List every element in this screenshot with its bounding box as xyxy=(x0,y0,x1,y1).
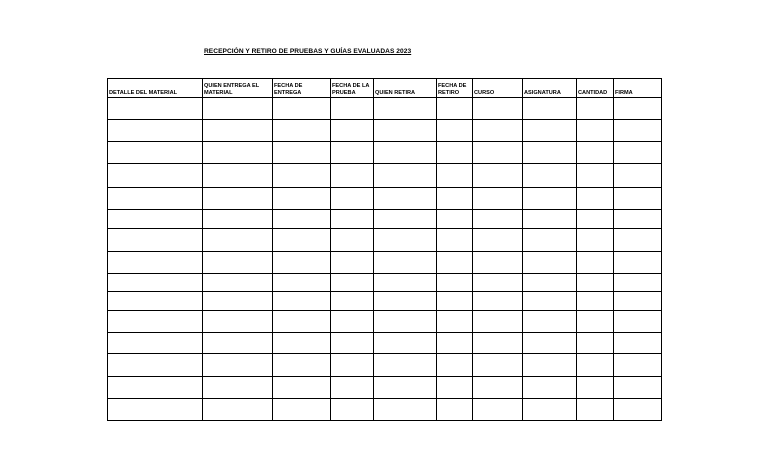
table-cell xyxy=(473,274,523,292)
table-cell xyxy=(108,164,203,188)
column-header: ASIGNATURA xyxy=(523,79,577,98)
table-cell xyxy=(523,142,577,164)
table-cell xyxy=(577,311,614,333)
table-cell xyxy=(108,252,203,274)
table-cell xyxy=(273,333,331,354)
table-cell xyxy=(473,210,523,229)
table-cell xyxy=(577,229,614,252)
table-cell xyxy=(577,98,614,120)
table-cell xyxy=(437,354,473,377)
table-cell xyxy=(577,333,614,354)
table-cell xyxy=(374,333,437,354)
table-cell xyxy=(273,274,331,292)
table-row xyxy=(108,354,662,377)
table-cell xyxy=(203,252,273,274)
table-cell xyxy=(331,333,374,354)
table-cell xyxy=(473,377,523,399)
table-cell xyxy=(331,98,374,120)
table-cell xyxy=(108,333,203,354)
table-cell xyxy=(331,274,374,292)
table-body xyxy=(108,98,662,421)
table-cell xyxy=(273,311,331,333)
table-cell xyxy=(437,252,473,274)
table-cell xyxy=(437,292,473,311)
table-cell xyxy=(374,120,437,142)
table-row xyxy=(108,333,662,354)
table-cell xyxy=(374,292,437,311)
table-cell xyxy=(273,120,331,142)
table-cell xyxy=(203,311,273,333)
table-cell xyxy=(374,142,437,164)
table-cell xyxy=(108,142,203,164)
table-cell xyxy=(108,354,203,377)
table-cell xyxy=(437,274,473,292)
table-cell xyxy=(273,377,331,399)
table-cell xyxy=(614,188,662,210)
table-cell xyxy=(614,274,662,292)
table-cell xyxy=(473,354,523,377)
table-row xyxy=(108,377,662,399)
column-header: DETALLE DEL MATERIAL xyxy=(108,79,203,98)
table-cell xyxy=(577,354,614,377)
column-header: FECHA DE LA PRUEBA xyxy=(331,79,374,98)
table-cell xyxy=(108,188,203,210)
table-row xyxy=(108,142,662,164)
table-cell xyxy=(614,252,662,274)
table-cell xyxy=(203,164,273,188)
table-cell xyxy=(203,120,273,142)
table-cell xyxy=(577,292,614,311)
table-cell xyxy=(577,164,614,188)
table-cell xyxy=(374,210,437,229)
table-cell xyxy=(577,274,614,292)
table-cell xyxy=(203,399,273,421)
table-cell xyxy=(437,377,473,399)
table-cell xyxy=(473,229,523,252)
table-cell xyxy=(273,188,331,210)
table-cell xyxy=(273,229,331,252)
table-cell xyxy=(577,142,614,164)
table-cell xyxy=(523,229,577,252)
table-cell xyxy=(437,333,473,354)
table-row xyxy=(108,311,662,333)
table-row xyxy=(108,210,662,229)
table-cell xyxy=(273,210,331,229)
table-cell xyxy=(437,98,473,120)
column-header: QUIEN ENTREGA EL MATERIAL xyxy=(203,79,273,98)
table-cell xyxy=(614,354,662,377)
table-cell xyxy=(273,292,331,311)
table-cell xyxy=(331,210,374,229)
table-row xyxy=(108,120,662,142)
table-row xyxy=(108,274,662,292)
table-cell xyxy=(331,142,374,164)
table-cell xyxy=(473,142,523,164)
table-cell xyxy=(523,274,577,292)
table-cell xyxy=(374,164,437,188)
table-cell xyxy=(273,164,331,188)
table-cell xyxy=(614,164,662,188)
table-cell xyxy=(331,399,374,421)
table-cell xyxy=(331,188,374,210)
table-cell xyxy=(374,98,437,120)
table-cell xyxy=(614,142,662,164)
table-cell xyxy=(374,252,437,274)
table-header-row xyxy=(108,79,662,98)
table-cell xyxy=(437,210,473,229)
table-cell xyxy=(331,229,374,252)
table-cell xyxy=(108,274,203,292)
table-cell xyxy=(614,120,662,142)
table-cell xyxy=(614,292,662,311)
table-cell xyxy=(203,292,273,311)
table-cell xyxy=(203,98,273,120)
column-header: FECHA DE ENTREGA xyxy=(273,79,331,98)
table-cell xyxy=(473,399,523,421)
table-cell xyxy=(108,311,203,333)
table-cell xyxy=(473,311,523,333)
table-cell xyxy=(523,120,577,142)
table-row xyxy=(108,98,662,120)
document-title: RECEPCIÓN Y RETIRO DE PRUEBAS Y GUÍAS EVALUADAS 2023 xyxy=(204,48,412,55)
table-cell xyxy=(374,188,437,210)
table-cell xyxy=(331,120,374,142)
table-cell xyxy=(473,252,523,274)
table-cell xyxy=(374,311,437,333)
table-cell xyxy=(203,142,273,164)
table-cell xyxy=(273,399,331,421)
table-cell xyxy=(577,120,614,142)
table-cell xyxy=(577,188,614,210)
table-cell xyxy=(577,252,614,274)
column-header: QUIEN RETIRA xyxy=(374,79,437,98)
table-cell xyxy=(614,311,662,333)
table-cell xyxy=(523,252,577,274)
table-cell xyxy=(523,210,577,229)
table-cell xyxy=(203,333,273,354)
table-cell xyxy=(203,229,273,252)
table-cell xyxy=(437,142,473,164)
table-cell xyxy=(473,164,523,188)
table-cell xyxy=(374,399,437,421)
table-cell xyxy=(331,354,374,377)
table-cell xyxy=(108,229,203,252)
column-header: FIRMA xyxy=(614,79,662,98)
table-cell xyxy=(437,399,473,421)
table-cell xyxy=(473,188,523,210)
table-cell xyxy=(473,98,523,120)
table-cell xyxy=(437,120,473,142)
table-cell xyxy=(108,377,203,399)
table-cell xyxy=(614,210,662,229)
table-cell xyxy=(374,274,437,292)
table-cell xyxy=(577,399,614,421)
table-cell xyxy=(523,377,577,399)
table-cell xyxy=(437,164,473,188)
table-cell xyxy=(108,399,203,421)
column-header: CURSO xyxy=(473,79,523,98)
table-cell xyxy=(273,354,331,377)
table-cell xyxy=(374,354,437,377)
table-cell xyxy=(374,229,437,252)
table-cell xyxy=(523,292,577,311)
table-cell xyxy=(614,333,662,354)
table-cell xyxy=(614,377,662,399)
table-cell xyxy=(523,354,577,377)
table-cell xyxy=(437,188,473,210)
table-cell xyxy=(523,164,577,188)
table-row xyxy=(108,292,662,311)
table-cell xyxy=(437,229,473,252)
table-row xyxy=(108,188,662,210)
table-row xyxy=(108,229,662,252)
table-cell xyxy=(374,377,437,399)
table-cell xyxy=(203,274,273,292)
table-cell xyxy=(203,210,273,229)
table-cell xyxy=(437,311,473,333)
table-cell xyxy=(473,120,523,142)
table-cell xyxy=(523,188,577,210)
table-cell xyxy=(108,98,203,120)
table-cell xyxy=(331,311,374,333)
table-cell xyxy=(108,210,203,229)
registration-table xyxy=(107,78,662,421)
table-cell xyxy=(273,252,331,274)
table-row xyxy=(108,252,662,274)
table-cell xyxy=(614,399,662,421)
table-cell xyxy=(523,98,577,120)
column-header: FECHA DE RETIRO xyxy=(437,79,473,98)
table-cell xyxy=(577,210,614,229)
table-cell xyxy=(273,142,331,164)
table-cell xyxy=(108,292,203,311)
table-cell xyxy=(108,120,203,142)
table-cell xyxy=(473,292,523,311)
table-cell xyxy=(331,164,374,188)
table-cell xyxy=(614,98,662,120)
table-row xyxy=(108,164,662,188)
table-cell xyxy=(577,377,614,399)
table-row xyxy=(108,399,662,421)
table-cell xyxy=(523,333,577,354)
table-cell xyxy=(203,354,273,377)
table-cell xyxy=(523,399,577,421)
table-cell xyxy=(203,188,273,210)
table-cell xyxy=(331,252,374,274)
table-cell xyxy=(331,292,374,311)
table-cell xyxy=(614,229,662,252)
table-cell xyxy=(331,377,374,399)
table-cell xyxy=(473,333,523,354)
table-cell xyxy=(203,377,273,399)
table-cell xyxy=(523,311,577,333)
table-cell xyxy=(273,98,331,120)
column-header: CANTIDAD xyxy=(577,79,614,98)
